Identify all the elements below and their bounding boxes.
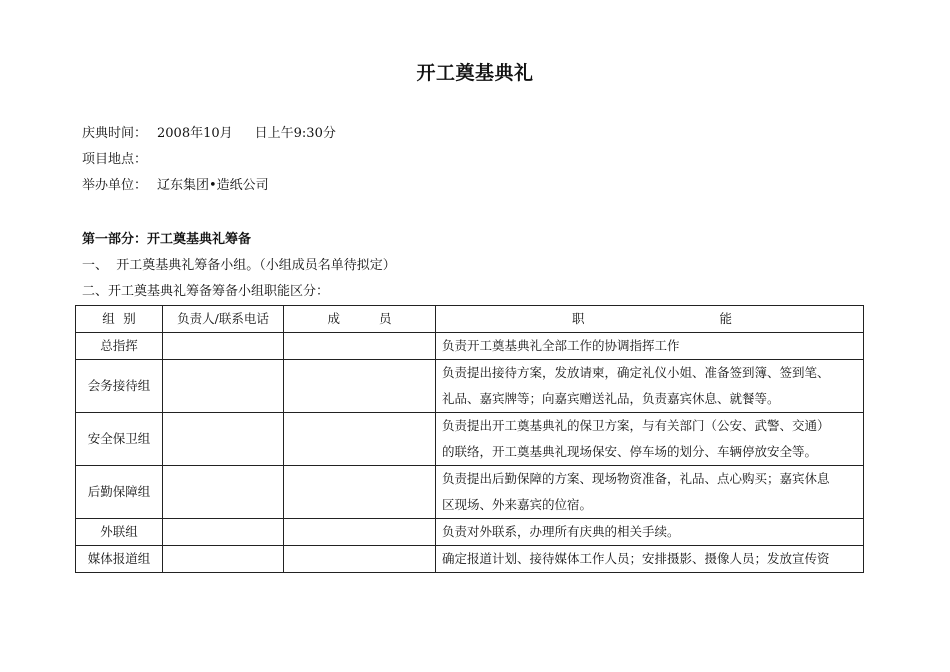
table-row	[76, 466, 864, 519]
row-group: 安全保卫组	[76, 413, 163, 466]
time-day: 日上午9:30分	[254, 126, 336, 141]
section1-heading: 第一部分：开工奠基典礼筹备	[82, 232, 252, 247]
document-title: 开工奠基典礼	[416, 62, 534, 84]
header-members: 成 员	[284, 306, 436, 333]
row-duty: 负责开工奠基典礼全部工作的协调指挥工作	[436, 333, 864, 360]
row-members-cell	[284, 546, 436, 573]
item-1: 一、 开工奠基典礼筹备小组。（小组成员名单待拟定）	[82, 258, 396, 273]
row-leader-cell	[163, 413, 284, 466]
row-leader-cell	[163, 360, 284, 413]
row-duty: 负责提出后勤保障的方案、现场物资准备，礼品、点心购买；嘉宾休息 区现场、外来嘉宾的位宿。	[436, 466, 864, 519]
row-members-cell	[284, 466, 436, 519]
row-group: 会务接待组	[76, 360, 163, 413]
table-row	[76, 546, 864, 573]
table-row	[76, 360, 864, 413]
row-leader-cell	[163, 546, 284, 573]
row-duty: 负责提出开工奠基典礼的保卫方案，与有关部门（公安、武警、交通） 的联络，开工奠基典礼现场保安、停车场的划分、车辆停放安全等。	[436, 413, 864, 466]
time-label: 庆典时间：	[82, 126, 148, 141]
row-members-cell	[284, 413, 436, 466]
host-line	[82, 178, 269, 194]
row-group: 总指挥	[76, 333, 163, 360]
host-label: 举办单位：	[82, 178, 148, 193]
row-duty: 负责提出接待方案，发放请柬，确定礼仪小姐、准备签到簿、签到笔、 礼品、嘉宾牌等；向嘉宾赠送礼品，负责嘉宾休息、就餐等。	[436, 360, 864, 413]
table-header-row	[76, 306, 864, 333]
row-group: 媒体报道组	[76, 546, 163, 573]
row-duty: 确定报道计划、接待媒体工作人员；安排摄影、摄像人员；发放宣传资	[436, 546, 864, 573]
place-line	[82, 152, 147, 168]
row-leader-cell	[163, 466, 284, 519]
table-row	[76, 413, 864, 466]
host-value: 辽东集团•造纸公司	[157, 178, 269, 193]
time-date: 2008年10月	[157, 126, 233, 141]
header-leader-phone: 负责人/联系电话	[163, 306, 284, 333]
ceremony-time-line	[82, 126, 336, 142]
table-row	[76, 333, 864, 360]
row-group: 后勤保障组	[76, 466, 163, 519]
row-leader-cell	[163, 519, 284, 546]
row-group: 外联组	[76, 519, 163, 546]
header-duty: 职 能	[436, 306, 864, 333]
table-row	[76, 519, 864, 546]
row-members-cell	[284, 360, 436, 413]
row-members-cell	[284, 519, 436, 546]
place-label: 项目地点：	[82, 152, 148, 167]
row-duty: 负责对外联系，办理所有庆典的相关手续。	[436, 519, 864, 546]
header-group: 组 别	[76, 306, 163, 333]
item-2: 二、开工奠基典礼筹备筹备小组职能区分：	[82, 284, 330, 299]
duty-table	[75, 305, 864, 573]
row-members-cell	[284, 333, 436, 360]
row-leader-cell	[163, 333, 284, 360]
